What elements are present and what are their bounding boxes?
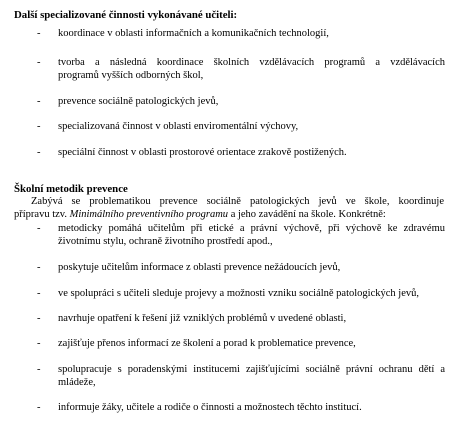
list-item xyxy=(37,56,445,82)
list-item xyxy=(37,27,445,40)
list-item xyxy=(37,312,445,325)
list-item xyxy=(37,337,445,350)
list-bullet: - xyxy=(37,121,41,132)
list-item-text: informuje žáky, učitele a rodiče o činnosti a možnostech těchto institucí. xyxy=(58,402,362,413)
list-item-text: spolupracuje s poradenskými institucemi zajišťujícími sociálně právní ochranu dětí a xyxy=(58,364,445,375)
section1-heading: Další specializované činnosti vykonávané učiteli: xyxy=(14,9,238,21)
list-item xyxy=(37,222,445,248)
list-item-text: navrhuje opatření k řešení již vzniklých problémů v uvedené oblasti, xyxy=(58,313,347,324)
list-bullet: - xyxy=(37,223,41,234)
list-item xyxy=(37,287,445,300)
list-bullet: - xyxy=(37,262,41,273)
section2-intro xyxy=(14,195,444,221)
list-bullet: - xyxy=(37,313,41,324)
list-item xyxy=(37,363,445,389)
list-item-text: koordinace v oblasti informačních a komunikačních technologií, xyxy=(58,28,329,39)
intro-text: přípravu tzv. xyxy=(14,209,70,220)
section2-heading: Školní metodik prevence xyxy=(14,183,128,195)
list-item-text-cont: životnímu stylu, ochraně životního prostředí apod., xyxy=(58,236,273,247)
list-bullet: - xyxy=(37,28,41,39)
list-item-text: ve spolupráci s učiteli sleduje projevy a možnosti vzniku sociálně patologických jevů, xyxy=(58,288,419,299)
list-item xyxy=(37,261,445,274)
list-item-text: specializovaná činnost v oblasti enviromentální výchovy, xyxy=(58,121,299,132)
list-item-text: tvorba a následná koordinace školních vzdělávacích programů a vzdělávacích xyxy=(58,57,445,68)
list-item-text-cont: programů vyšších odborných škol, xyxy=(58,70,204,81)
list-item-text: metodicky pomáhá učitelům při etické a právní výchově, při výchově ke zdravému xyxy=(58,223,445,234)
intro-line xyxy=(14,208,444,221)
program-name: Minimálního preventivního programu xyxy=(69,209,229,220)
list-bullet: - xyxy=(37,57,41,68)
list-item xyxy=(37,120,445,133)
intro-text: a jeho zavádění na škole. Konkrétně: xyxy=(228,209,386,220)
intro-line: Zabývá se problematikou prevence sociálně patologických jevů ve škole, koordinuje xyxy=(31,196,444,207)
list-item xyxy=(37,146,445,159)
list-bullet: - xyxy=(37,338,41,349)
list-item xyxy=(37,95,445,108)
list-item-text: poskytuje učitelům informace z oblasti prevence nežádoucích jevů, xyxy=(58,262,341,273)
list-item-text: speciální činnost v oblasti prostorové orientace zrakově postižených. xyxy=(58,147,347,158)
list-bullet: - xyxy=(37,147,41,158)
list-bullet: - xyxy=(37,402,41,413)
list-bullet: - xyxy=(37,96,41,107)
list-item-text-cont: mládeže, xyxy=(58,377,96,388)
list-bullet: - xyxy=(37,364,41,375)
list-bullet: - xyxy=(37,288,41,299)
list-item-text: zajišťuje přenos informací ze školení a porad k problematice prevence, xyxy=(58,338,356,349)
list-item xyxy=(37,401,445,414)
list-item-text: prevence sociálně patologických jevů, xyxy=(58,96,219,107)
